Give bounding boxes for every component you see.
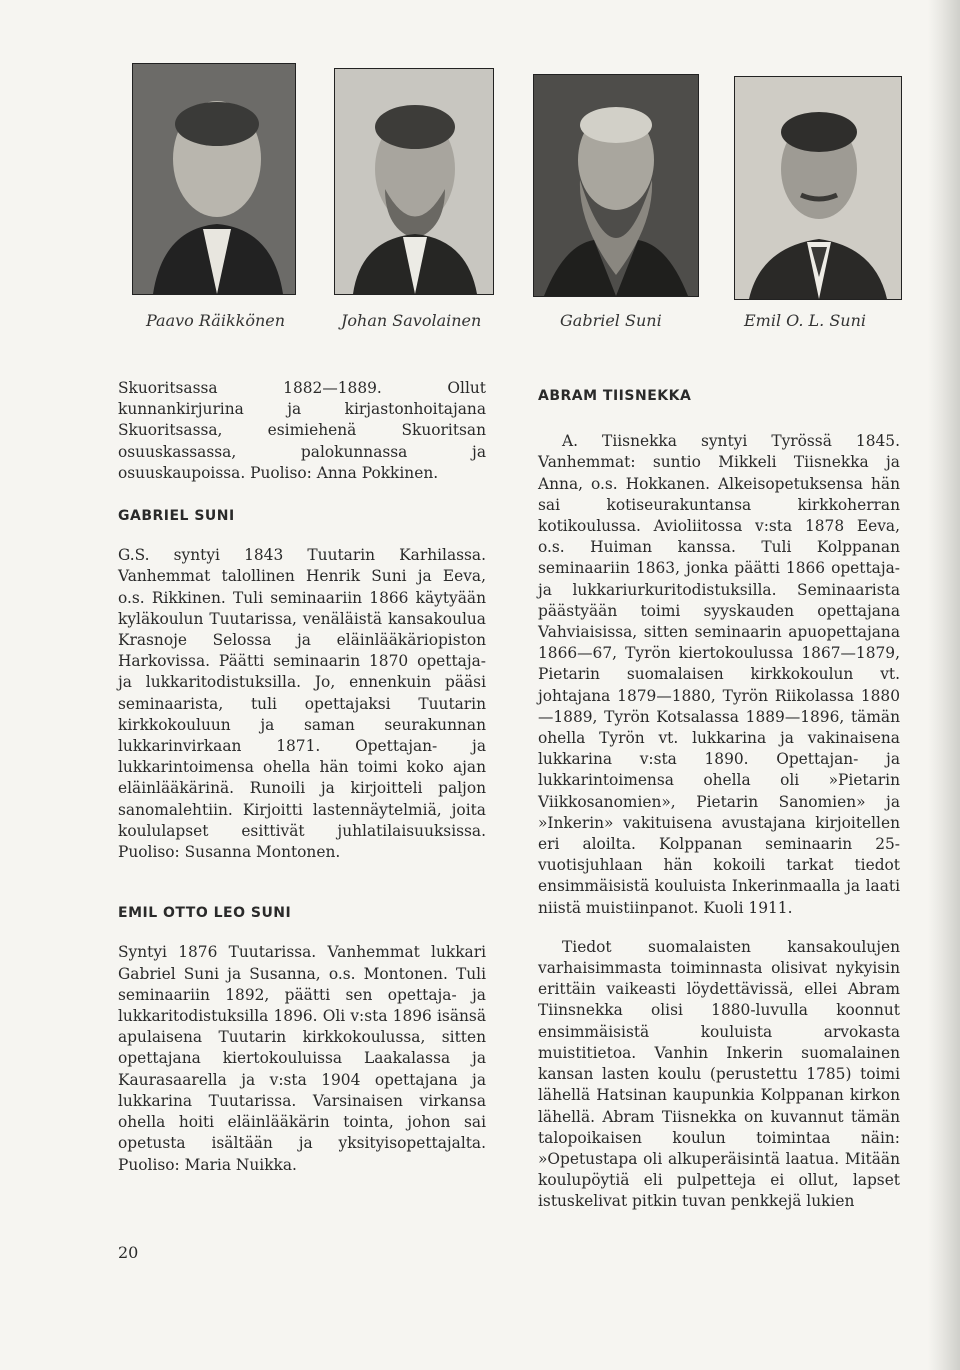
portrait-photo-gabriel-suni <box>533 74 699 297</box>
left-column <box>118 378 486 1176</box>
page-edge <box>928 0 960 1370</box>
portrait-image-raikkonen <box>133 64 295 294</box>
caption-savolainen: Johan Savolainen <box>341 311 482 330</box>
abram-tiisnekka-heading: ABRAM TIISNEKKA <box>538 388 692 404</box>
portrait-image-gabriel-suni <box>534 75 698 296</box>
intro-paragraph: Skuoritsassa 1882—1889. Ollut kunnankirjurina ja kirjastonhoitajana Skuoritsassa, esimiehenä Skuoritsan osuuskassassa, palokunnassa ja osuuskaupoissa. Puoliso: Anna Pokkinen. <box>118 379 486 482</box>
gabriel-suni-heading: GABRIEL SUNI <box>118 508 235 525</box>
portrait-photo-emil-suni <box>734 76 902 300</box>
caption-gabriel-suni: Gabriel Suni <box>560 311 662 330</box>
caption-raikkonen: Paavo Räikkönen <box>146 311 286 330</box>
gabriel-suni-biography: G.S. syntyi 1843 Tuutarin Karhilassa. Vanhemmat talollinen Henrik Suni ja Eeva, o.s. Rikkinen. Tuli seminaariin 1866 käytyään kyläkoulun Tuutarissa, venäläistä kansakoulua Krasnoje Selossa ja eläinlääkäriopiston Harkovissa. Päätti seminaarin 1870 opettaja- ja lukkaritodistuksilla. Jo, ennenkuin pääsi seminaarista, tuli opettajaksi Tuutarin kirkkokouluun ja saman seurakunnan lukkarinvirkaan 1871. Opettajan- ja lukkarintoimensa ohella hän toimi koko ajan eläinlääkärinä. Runoili ja kirjoitteli paljon sanomalehtiin. Kirjoitti lastennäytelmiä, joita koululapset esittivät juhlatilaisuuksissa. Puoliso: Susanna Montonen. <box>118 546 486 862</box>
portrait-photo-raikkonen <box>132 63 296 295</box>
emil-suni-biography: Syntyi 1876 Tuutarissa. Vanhemmat lukkari Gabriel Suni ja Susanna, o.s. Montonen. Tuli seminaariin 1892, päätti sen opettaja- ja lukkaritodistuksilla 1896. Oli v:sta 1896 isänsä apulaisena Tuutarin kirkkokoulussa, sitten opettajana kiertokouluissa Laakalassa ja Kaurasaarella ja v:sta 1904 opettajana ja lukkarina Tuutarissa. Varsinaisen virkansa ohella hoiti eläinlääkärin tointa, johon sai opetusta isältään ja yksityisopettajalta. Puoliso: Maria Nuikka. <box>118 943 486 1174</box>
emil-suni-heading: EMIL OTTO LEO SUNI <box>118 905 292 922</box>
abram-tiisnekka-biography: A. Tiisnekka syntyi Tyrössä 1845. Vanhemmat: suntio Mikkeli Tiisnekka ja Anna, o.s. Hokkanen. Alkeisopetuksensa hän sai kotiseurakuntansa kirkkoherran kotikoulussa. Avioliitossa v:sta 1878 Eeva, o.s. Huiman kanssa. Tuli Kolppanan seminaariin 1863, jonka päätti 1866 opettaja- ja lukkariurkuritodistuksilla. Seminaarista päästyään toimi syyskauden opettajana Vahviaisissa, sitten seminaarin apuopettajana 1866—67, Tyrön kiertokoulussa 1867—1879, Pietarin suomalaisen kirkkokoulun vt. johtajana 1879—1880, Tyrön Riikolassa 1880—1889, Tyrön Kotsalassa 1889—1896, tämän ohella Tyrön vt. lukkarina ja vakinaisena lukkarina v:sta 1890. Opettajan- ja lukkarintoimensa ohella oli »Pietarin Viikkosanomien», Pietarin Sanomien» ja »Inkerin» vakituisena avustajana kirjoitellen eri aloilta. Kolppanan seminaarin 25-vuotisjuhlaan hän kokoili tarkat tiedot ensimmäisistä kouluista Inkerinmaalla ja laati niistä muistiinpanot. Kuoli 1911. <box>538 432 900 917</box>
right-column <box>538 386 900 1213</box>
portrait-image-savolainen <box>335 69 493 294</box>
portrait-photo-savolainen <box>334 68 494 295</box>
portrait-image-emil-suni <box>735 77 901 299</box>
page-number: 20 <box>118 1243 139 1262</box>
caption-emil-suni: Emil O. L. Suni <box>744 311 867 330</box>
early-schools-paragraph: Tiedot suomalaisten kansakoulujen varhaisimmasta toiminnasta olisivat nykyisin erittäin vaikeasti löydettävissä, ellei Abram Tiinsnekka olisi 1880-luvulla koonnut ensimmäisistä kouluista arvokasta muistitietoa. Vanhin Inkerin suomalainen kansan lasten koulu (perustettu 1785) toimi lähellä Hatsinan kaupunkia Kolppanan kirkon lähellä. Abram Tiisnekka on kuvannut tämän talopoikaisen koulun toimintaa näin: »Opetustapa oli alkuperäisintä laatua. Mitään koulupöytiä eli pulpetteja ei ollut, lapset istuskelivat pitkin tuvan penkkejä lukien <box>538 937 900 1211</box>
